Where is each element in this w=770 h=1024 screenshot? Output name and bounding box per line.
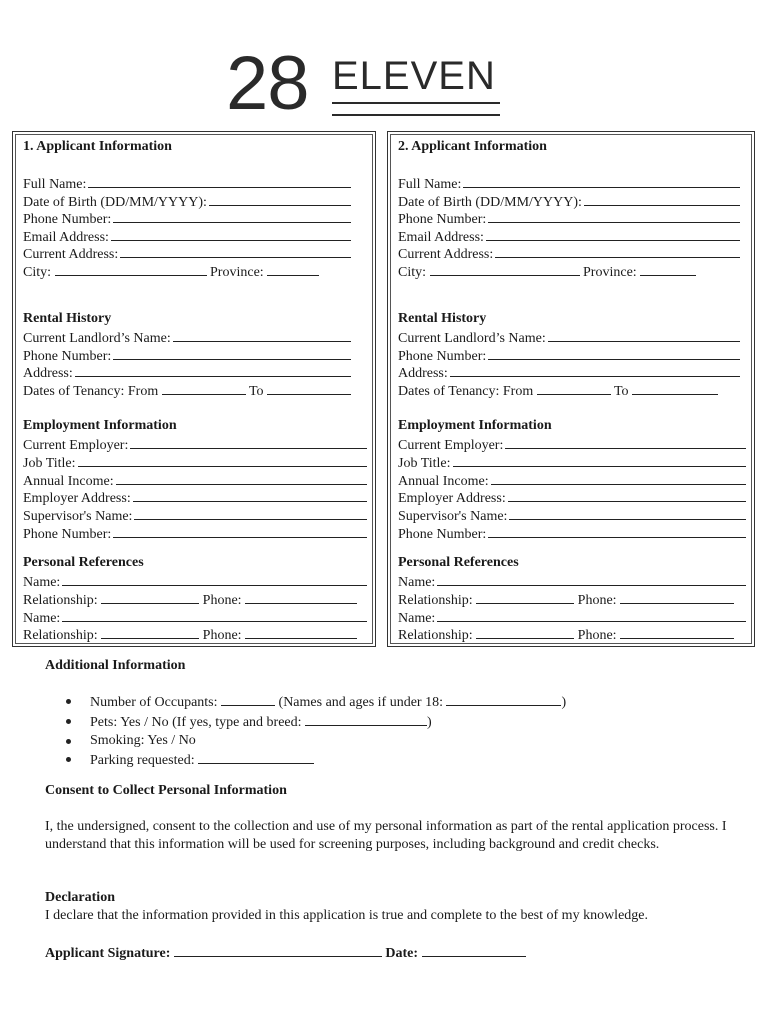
current-employer-row [23,435,367,453]
current-address-input[interactable] [495,244,740,258]
date-input[interactable] [422,943,526,957]
reference-1-name-row [398,572,746,590]
supervisor-name-input[interactable] [134,506,367,520]
phone-label: Phone: [202,628,242,644]
full-name-input[interactable] [463,174,740,188]
date-of-birth-row [23,192,351,210]
references-heading: Personal References [398,555,519,570]
current-employer-input[interactable] [130,435,367,449]
landlord-address-row [23,363,351,381]
city-province-row [398,262,744,280]
landlord-phone-row [23,346,351,364]
province-label: Province: [583,265,637,280]
annual-income-row [398,471,746,489]
landlord-address-label: Address: [23,366,73,382]
reference-1-relationship-row [398,590,744,608]
declaration-text: I declare that the information provided in this application is true and complete to the best of my knowledge. [45,908,648,923]
landlord-address-row [398,363,740,381]
phone-number-input[interactable] [488,209,740,223]
current-employer-row [398,435,746,453]
reference-2-relationship-row [23,625,365,643]
supervisor-name-label: Supervisor's Name: [23,509,133,525]
annual-income-input[interactable] [491,471,746,485]
reference-2-relationship-row [398,625,744,643]
annual-income-row [23,471,367,489]
reference-2-name-input[interactable] [62,608,367,622]
annual-income-input[interactable] [116,471,367,485]
pets-label: Pets: Yes / No (If yes, type and breed: [90,715,302,730]
smoking-label[interactable]: Smoking: Yes / No [90,733,196,748]
reference-1-name-label: Name: [23,575,61,590]
city-input[interactable] [55,262,207,276]
province-input[interactable] [267,262,319,276]
supervisor-name-input[interactable] [509,506,746,520]
current-address-row [23,244,351,262]
employer-address-input[interactable] [508,488,746,502]
applicant-title: 1. Applicant Information [23,139,172,154]
landlord-address-label: Address: [398,366,448,382]
landlord-phone-row [398,346,740,364]
occupants-note: (Names and ages if under 18: [278,695,443,710]
current-address-input[interactable] [120,244,351,258]
employer-phone-row [398,524,746,542]
full-name-label: Full Name: [23,177,87,192]
landlord-phone-input[interactable] [488,346,740,360]
list-item-pets [66,712,566,732]
current-address-label: Current Address: [398,247,494,263]
phone-number-label: Phone Number: [398,212,487,228]
relationship-label: Relationship: [398,592,473,608]
landlord-phone-input[interactable] [113,346,351,360]
email-address-input[interactable] [111,227,351,241]
relationship-input[interactable] [476,625,574,639]
employer-address-row [398,488,746,506]
tenancy-from-label: Dates of Tenancy: From [398,384,534,399]
landlord-address-input[interactable] [450,363,740,377]
tenancy-row [398,381,744,399]
full-name-row [398,174,740,192]
employer-address-row [23,488,367,506]
phone-number-input[interactable] [113,209,351,223]
applicant-1-box [12,131,376,647]
reference-phone-input[interactable] [245,625,357,639]
reference-2-name-row [23,608,367,626]
signature-row [45,943,735,963]
parking-input[interactable] [198,750,314,764]
employment-heading: Employment Information [23,418,177,433]
job-title-input[interactable] [78,453,367,467]
reference-1-name-input[interactable] [437,572,746,586]
employer-address-label: Employer Address: [23,491,131,507]
employment-heading: Employment Information [398,418,552,433]
bullet-icon [66,719,71,724]
tenancy-from-input[interactable] [537,381,611,395]
relationship-input[interactable] [101,625,199,639]
reference-2-name-input[interactable] [437,608,746,622]
employer-phone-row [23,524,367,542]
relationship-input[interactable] [101,590,199,604]
annual-income-label: Annual Income: [398,473,489,489]
logo-underline-2 [332,114,500,116]
province-label: Province: [210,265,264,280]
reference-2-name-label: Name: [23,610,61,626]
date-of-birth-label: Date of Birth (DD/MM/YYYY): [398,194,582,210]
email-address-row [398,227,740,245]
occupants-label: Number of Occupants: [90,695,218,710]
date-of-birth-label: Date of Birth (DD/MM/YYYY): [23,194,207,210]
date-of-birth-input[interactable] [209,192,351,206]
email-address-label: Email Address: [23,229,109,245]
phone-number-row [398,209,740,227]
phone-label: Phone: [577,628,617,644]
occupants-input[interactable] [221,692,275,706]
full-name-input[interactable] [88,174,351,188]
relationship-label: Relationship: [23,628,98,644]
reference-phone-input[interactable] [245,590,357,604]
applicant-2-box [387,131,755,647]
reference-2-name-row [398,608,746,626]
rental-history-heading: Rental History [23,311,112,326]
city-label: City: [23,265,52,280]
current-address-label: Current Address: [23,247,119,263]
list-item-smoking [66,732,566,750]
list-item-occupants [66,692,566,712]
rental-history-heading: Rental History [398,311,487,326]
landlord-phone-label: Phone Number: [23,348,112,364]
occupants-close: ) [561,695,567,710]
tenancy-from-input[interactable] [162,381,246,395]
reference-phone-input[interactable] [620,625,734,639]
current-landlord-name-row [398,328,740,346]
logo-word: ELEVEN [332,54,496,98]
landlord-phone-label: Phone Number: [398,348,487,364]
current-employer-label: Current Employer: [23,438,129,453]
province-input[interactable] [640,262,696,276]
supervisor-name-label: Supervisor's Name: [398,509,508,525]
tenancy-to-label: To [613,384,629,399]
logo-number: 28 [226,41,309,126]
signature-input[interactable] [174,943,382,957]
employer-phone-input[interactable] [113,524,367,538]
signature-label: Applicant Signature: [45,946,171,961]
phone-label: Phone: [202,592,242,608]
current-employer-input[interactable] [505,435,746,449]
tenancy-to-label: To [248,384,264,399]
supervisor-name-row [398,506,746,524]
employer-address-label: Employer Address: [398,491,506,507]
current-landlord-name-input[interactable] [548,328,740,342]
email-address-row [23,227,351,245]
city-province-row [23,262,365,280]
annual-income-label: Annual Income: [23,473,114,489]
additional-info-heading: Additional Information [45,658,186,673]
phone-number-label: Phone Number: [23,212,112,228]
supervisor-name-row [23,506,367,524]
parking-label: Parking requested: [90,753,195,768]
list-item-parking [66,750,566,770]
current-landlord-name-label: Current Landlord’s Name: [398,331,546,346]
consent-text: I, the undersigned, consent to the collection and use of my personal information as part of the rental application process. I understand that this information will be used for screening purposes, including background and credit checks. [45,819,727,852]
tenancy-row [23,381,365,399]
city-label: City: [398,265,427,280]
reference-1-name-input[interactable] [62,572,367,586]
reference-phone-input[interactable] [620,590,734,604]
relationship-input[interactable] [476,590,574,604]
full-name-row [23,174,351,192]
occupants-names-input[interactable] [446,692,561,706]
consent-heading: Consent to Collect Personal Information [45,783,287,798]
job-title-input[interactable] [453,453,746,467]
current-employer-label: Current Employer: [398,438,504,453]
relationship-label: Relationship: [398,628,473,644]
pets-input[interactable] [305,712,427,726]
additional-info-list [66,692,566,770]
email-address-label: Email Address: [398,229,484,245]
date-of-birth-input[interactable] [584,192,740,206]
tenancy-from-label: Dates of Tenancy: From [23,384,159,399]
references-heading: Personal References [23,555,144,570]
applicant-title: 2. Applicant Information [398,139,547,154]
reference-1-name-row [23,572,367,590]
company-logo [226,41,506,128]
job-title-label: Job Title: [398,455,451,471]
bullet-icon [66,757,71,762]
city-input[interactable] [430,262,580,276]
employer-phone-label: Phone Number: [398,527,487,542]
declaration-heading: Declaration [45,890,115,905]
tenancy-to-input[interactable] [632,381,718,395]
reference-2-name-label: Name: [398,610,436,626]
employer-phone-label: Phone Number: [23,527,112,542]
relationship-label: Relationship: [23,592,98,608]
date-of-birth-row [398,192,740,210]
reference-1-name-label: Name: [398,575,436,590]
phone-number-row [23,209,351,227]
job-title-row [23,453,367,471]
job-title-label: Job Title: [23,455,76,471]
logo-underline-1 [332,102,500,104]
employer-address-input[interactable] [133,488,367,502]
employer-phone-input[interactable] [488,524,746,538]
landlord-address-input[interactable] [75,363,351,377]
job-title-row [398,453,746,471]
pets-close: ) [427,715,432,730]
current-landlord-name-label: Current Landlord’s Name: [23,331,171,346]
current-landlord-name-row [23,328,351,346]
email-address-input[interactable] [486,227,740,241]
full-name-label: Full Name: [398,177,462,192]
current-address-row [398,244,740,262]
bullet-icon [66,699,71,704]
date-label: Date: [385,946,419,961]
reference-1-relationship-row [23,590,365,608]
tenancy-to-input[interactable] [267,381,351,395]
phone-label: Phone: [577,592,617,608]
current-landlord-name-input[interactable] [173,328,351,342]
bullet-icon [66,739,71,744]
